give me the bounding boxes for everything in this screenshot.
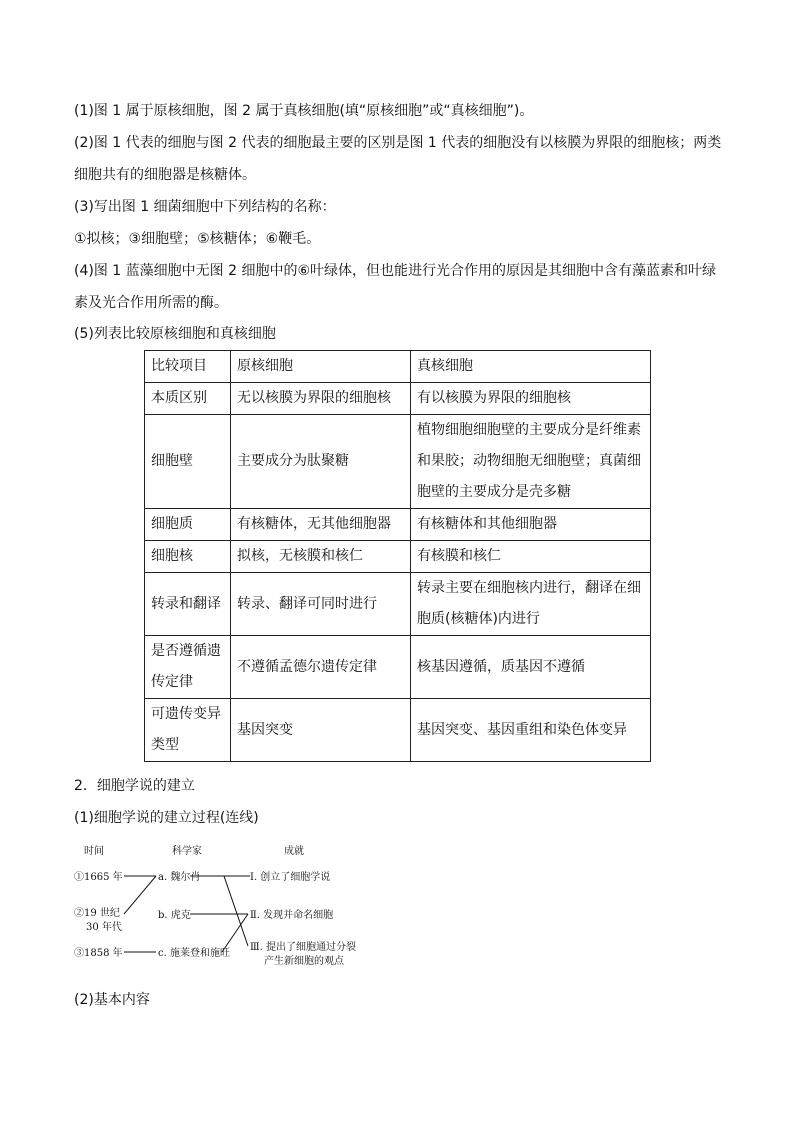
question-4: (4)图 1 蓝藻细胞中无图 2 细胞中的⑥叶绿体，但也能进行光合作用的原因是其细胞中含有藻蓝素和叶绿素及光合作用所需的酶。: [74, 263, 716, 311]
table-row: [145, 699, 651, 762]
header-achievement: 成就: [284, 846, 304, 857]
achievement-1: Ⅰ. 创立了细胞学说: [250, 872, 331, 883]
header-scientist: 科学家: [172, 846, 202, 857]
header-time: 时间: [84, 846, 104, 857]
link-time2-to-a: [124, 876, 156, 914]
table-cell: 不遵循孟德尔遗传定律: [231, 636, 411, 699]
table-cell: 植物细胞细胞壁的主要成分是纤维素和果胶；动物细胞无细胞壁；真菌细胞壁的主要成分是壳多糖: [411, 415, 651, 509]
table-cell: 细胞质: [145, 509, 231, 541]
section-2-part-1: (1)细胞学说的建立过程(连线): [74, 810, 259, 826]
table-cell: 有核糖体，无其他细胞器: [231, 509, 411, 541]
link-c-to-I: [222, 914, 248, 952]
scientist-c: c. 施莱登和施旺: [158, 948, 230, 959]
question-5: (5)列表比较原核细胞和真核细胞: [74, 326, 276, 342]
table-cell: 基因突变: [231, 699, 411, 762]
table-cell: 转录、翻译可同时进行: [231, 573, 411, 636]
table-cell: 拟核，无核膜和核仁: [231, 541, 411, 573]
time-2-line-2: 30 年代: [86, 922, 122, 933]
table-row: [145, 509, 651, 541]
time-3: ③1858 年: [74, 948, 123, 959]
link-a-to-III-cross: [224, 876, 248, 946]
question-3-answer: ①拟核；③细胞壁；⑤核糖体；⑥鞭毛。: [74, 231, 321, 247]
table-row: [145, 636, 651, 699]
section-2-part-2: (2)基本内容: [74, 992, 150, 1008]
table-cell: 有以核膜为界限的细胞核: [411, 383, 651, 415]
question-2: (2)图 1 代表的细胞与图 2 代表的细胞最主要的区别是图 1 代表的细胞没有以核膜为界限的细胞核；两类细胞共有的细胞器是核糖体。: [74, 135, 722, 183]
table-cell: 原核细胞: [231, 351, 411, 383]
section-2-heading: 2．细胞学说的建立: [74, 778, 195, 794]
table-cell: 转录主要在细胞核内进行，翻译在细胞质(核糖体)内进行: [411, 573, 651, 636]
matching-diagram: [72, 842, 382, 972]
table-cell: 本质区别: [145, 383, 231, 415]
table-cell: 真核细胞: [411, 351, 651, 383]
table-cell: 基因突变、基因重组和染色体变异: [411, 699, 651, 762]
achievement-3-line-2: 产生新细胞的观点: [264, 956, 344, 967]
table-cell: 可遗传变异类型: [145, 699, 231, 762]
question-3: (3)写出图 1 细菌细胞中下列结构的名称：: [74, 199, 336, 215]
table-row: [145, 573, 651, 636]
table-cell: 是否遵循遗传定律: [145, 636, 231, 699]
table-cell: 有核膜和核仁: [411, 541, 651, 573]
time-1: ①1665 年: [74, 872, 123, 883]
question-1: (1)图 1 属于原核细胞，图 2 属于真核细胞(填“原核细胞”或“真核细胞”)。: [74, 103, 534, 119]
table-cell: 细胞壁: [145, 415, 231, 509]
table-cell: 比较项目: [145, 351, 231, 383]
table-cell: 转录和翻译: [145, 573, 231, 636]
table-cell: 细胞核: [145, 541, 231, 573]
time-2: ②19 世纪: [74, 908, 120, 919]
table-cell: 无以核膜为界限的细胞核: [231, 383, 411, 415]
table-cell: 核基因遵循，质基因不遵循: [411, 636, 651, 699]
table-row: [145, 541, 651, 573]
table-row: [145, 415, 651, 509]
achievement-2: Ⅱ. 发现并命名细胞: [250, 910, 334, 921]
comparison-table: [144, 350, 651, 762]
scientist-b: b. 虎克: [158, 910, 191, 921]
table-cell: 主要成分为肽聚糖: [231, 415, 411, 509]
scientist-a: a. 魏尔肖: [158, 872, 201, 883]
achievement-3: Ⅲ. 提出了细胞通过分裂: [250, 942, 357, 953]
table-row: [145, 383, 651, 415]
table-cell: 有核糖体和其他细胞器: [411, 509, 651, 541]
table-row: [145, 351, 651, 383]
